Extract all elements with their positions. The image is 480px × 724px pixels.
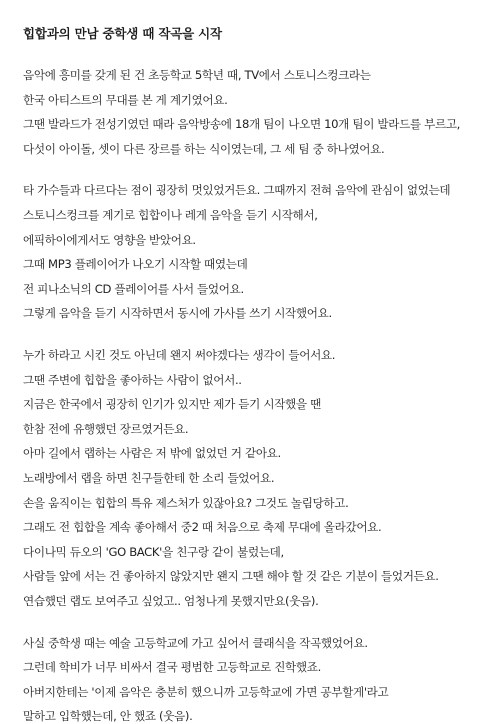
text-line: 지금은 한국에서 굉장히 인기가 있지만 제가 듣기 시작했을 땐	[23, 397, 321, 411]
text-line: 사람들 앞에 서는 건 좋아하지 않았지만 왠지 그땐 해야 할 것 같은 기분이 들었거든요.	[23, 569, 439, 583]
text-line: 음악에 흥미를 갖게 된 건 초등학교 5학년 때, TV에서 스토니스컹크라는	[23, 68, 371, 82]
text-line: 그땐 발라드가 전성기였던 때라 음악방송에 18개 팀이 나오면 10개 팀이 발라드를 부르고,	[23, 117, 461, 131]
text-line: 아버지한테는 '이제 음악은 충분히 했으니까 고등학교에 가면 공부할게'라고	[23, 685, 389, 699]
text-line: 다섯이 아이돌, 셋이 다른 장르를 하는 식이였는데, 그 세 팀 중 하나였어요.	[23, 142, 385, 156]
text-line: 누가 하라고 시킨 것도 아닌데 왠지 써야겠다는 생각이 들어서요.	[23, 348, 336, 362]
text-line: 말하고 입학했는데, 안 했죠 (웃음).	[23, 709, 193, 723]
text-line: 에픽하이에게서도 영향을 받았어요.	[23, 233, 196, 247]
text-line: 연습했던 랩도 보여주고 싶었고.. 엄청나게 못했지만요(웃음).	[23, 594, 319, 608]
text-line: 전 피나소닉의 CD 플레이어를 사서 들었어요.	[23, 282, 244, 296]
text-line: 타 가수들과 다르다는 점이 굉장히 멋있었거든요. 그때까지 전혀 음악에 관심이 없었는데	[23, 183, 451, 197]
text-line: 스토니스컹크를 계기로 힙합이나 레게 음악을 듣기 시작해서,	[23, 208, 318, 222]
text-line: 그런데 학비가 너무 비싸서 결국 평범한 고등학교로 진학했죠.	[23, 660, 321, 674]
text-line: 한참 전에 유행했던 장르였거든요.	[23, 422, 189, 436]
article-title: 힙합과의 만남 중학생 때 작곡을 시작	[23, 26, 222, 41]
text-line: 한국 아티스트의 무대를 본 게 계기였어요.	[23, 93, 228, 107]
text-line: 그래도 전 힙합을 계속 좋아해서 중2 때 처음으로 축제 무대에 올라갔어요.	[23, 520, 382, 534]
text-line: 다이나믹 듀오의 'GO BACK'을 친구랑 같이 불렀는데,	[23, 545, 284, 559]
text-line: 노래방에서 랩을 하면 친구들한테 한 소리 들었어요.	[23, 471, 275, 485]
text-line: 그땐 주변에 힙합을 좋아하는 사람이 없어서..	[23, 373, 242, 387]
text-line: 손을 움직이는 힙합의 특유 제스처가 있잖아요? 그것도 놀림당하고.	[23, 496, 349, 510]
text-line: 사실 중학생 때는 예술 고등학교에 가고 싶어서 클래식을 작곡했었어요.	[23, 636, 368, 650]
text-line: 아마 길에서 랩하는 사람은 저 밖에 없었던 거 같아요.	[23, 446, 281, 460]
text-line: 그때 MP3 플레이어가 나오기 시작할 때였는데	[23, 257, 248, 271]
text-line: 그렇게 음악을 듣기 시작하면서 동시에 가사를 쓰기 시작했어요.	[23, 306, 332, 320]
